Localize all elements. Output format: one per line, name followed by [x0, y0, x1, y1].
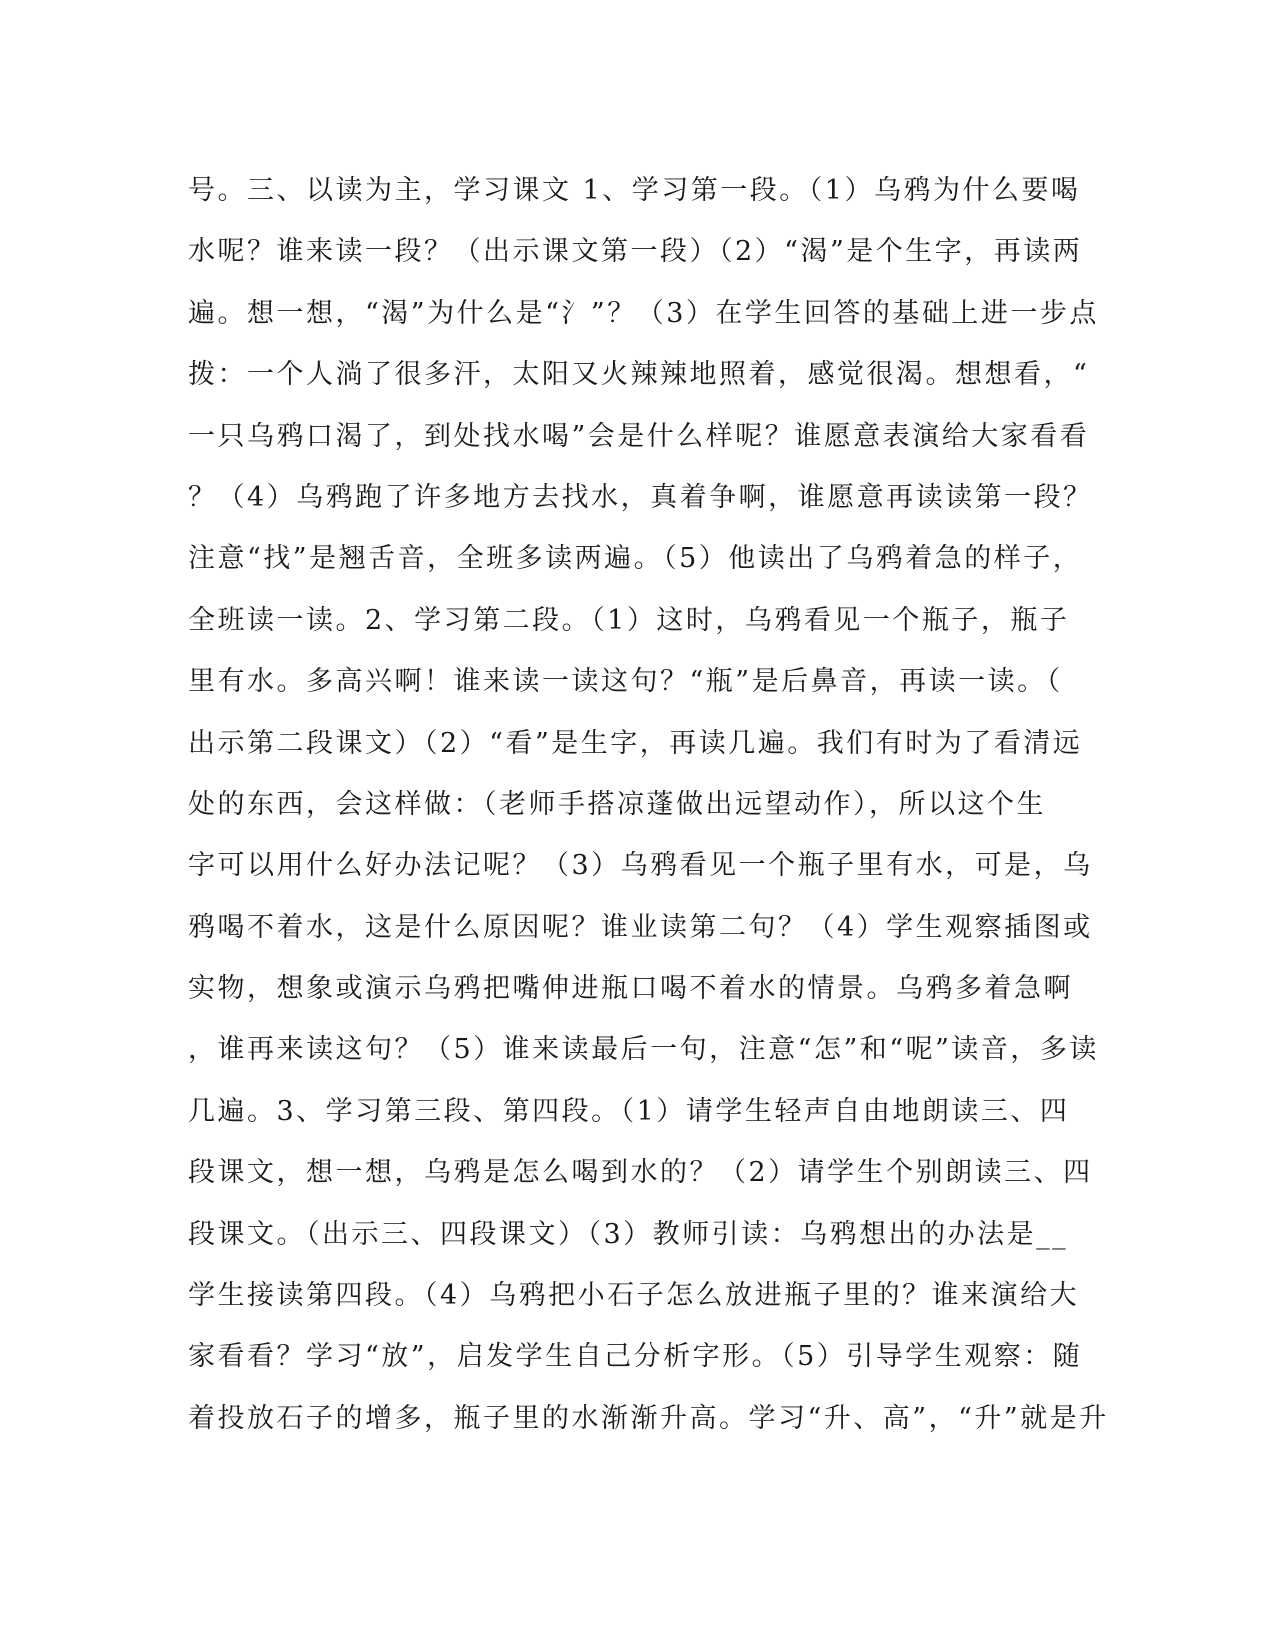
text-line: 学生接读第四段。（4）乌鸦把小石子怎么放进瓶子里的？谁来演给大: [188, 1280, 1080, 1312]
text-line: 一只乌鸦口渴了，到处找水喝”会是什么样呢？谁愿意表演给大家看看: [188, 420, 1090, 452]
text-line: 家看看？学习“放”，启发学生自己分析字形。（5）引导学生观察：随: [188, 1341, 1083, 1373]
text-line: 水呢？谁来读一段？（出示课文第一段）（2）“渴”是个生字，再读两: [188, 236, 1083, 268]
text-line: 着投放石子的增多，瓶子里的水渐渐升高。学习“升、高”，“升”就是升: [188, 1402, 1109, 1434]
text-line: 字可以用什么好办法记呢？（3）乌鸦看见一个瓶子里有水，可是，乌: [188, 850, 1093, 882]
text-line: 处的东西，会这样做：（老师手搭凉蓬做出远望动作），所以这个生: [188, 788, 1046, 820]
text-line: 实物，想象或演示乌鸦把嘴伸进瓶口喝不着水的情景。乌鸦多着急啊: [188, 973, 1073, 1005]
text-line: 鸦喝不着水，这是什么原因呢？谁业读第二句？（4）学生观察插图或: [188, 911, 1093, 943]
text-line: 号。三、以读为主，学习课文 1、学习第一段。（1）乌鸦为什么要喝: [188, 175, 1081, 206]
text-line: 出示第二段课文）（2）“看”是生字，再读几遍。我们有时为了看清远: [188, 727, 1083, 759]
text-line: ？（4）乌鸦跑了许多地方去找水，真着争啊，谁愿意再读读第一段？: [188, 481, 1093, 513]
text-line: 段课文。（出示三、四段课文）（3）教师引读：乌鸦想出的办法是__: [188, 1218, 1069, 1250]
text-line: 里有水。多高兴啊！谁来读一读这句？“瓶”是后鼻音，再读一读。（: [188, 666, 1063, 698]
text-line: 全班读一读。2、学习第二段。（1）这时，乌鸦看见一个瓶子，瓶子: [188, 604, 1070, 636]
text-line: 段课文，想一想，乌鸦是怎么喝到水的？（2）请学生个别朗读三、四: [188, 1157, 1093, 1189]
text-line: 几遍。3、学习第三段、第四段。（1）请学生轻声自由地朗读三、四: [188, 1095, 1070, 1127]
text-line: 注意“找”是翘舌音，全班多读两遍。（5）他读出了乌鸦着急的样子，: [188, 543, 1083, 575]
text-line: 遍。想一想，“渴”为什么是“氵”？（3）在学生回答的基础上进一步点: [188, 297, 1099, 329]
body-text: [188, 160, 1109, 1449]
text-line: ，谁再来读这句？（5）谁来读最后一句，注意“怎”和“呢”读音，多读: [188, 1034, 1099, 1066]
text-line: 拨：一个人淌了很多汗，太阳又火辣辣地照着，感觉很渴。想想看，“: [188, 359, 1090, 391]
